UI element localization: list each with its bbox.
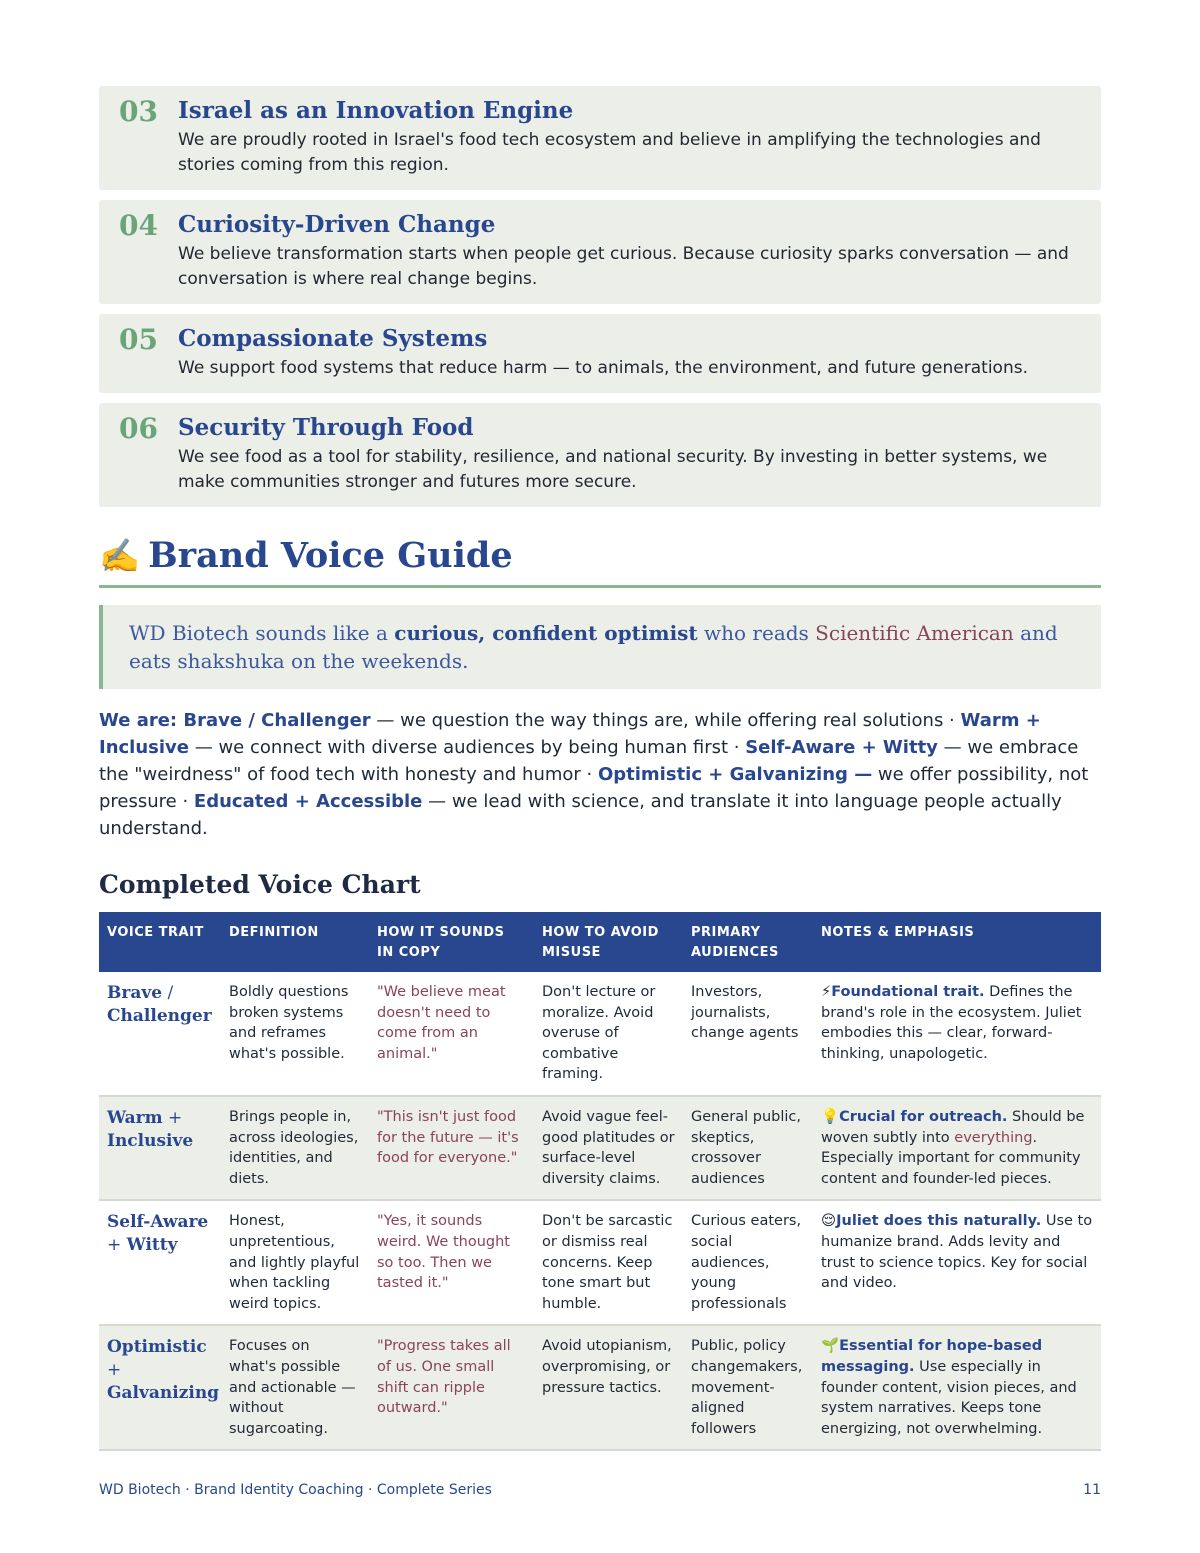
- voice-trait-cell: [99, 1200, 221, 1325]
- note-text: Defines the brand's role in the ecosystem. Juliet embodies this — clear, forward-thinking, unapologetic.: [821, 984, 1082, 1062]
- value-description: We support food systems that reduce harm — to animals, the environment, and future generations.: [178, 358, 1028, 378]
- trait-description: we offer possibility, not pressure ·: [99, 764, 1089, 812]
- footer-text: WD Biotech · Brand Identity Coaching · Complete Series: [99, 1482, 492, 1498]
- value-number: 04: [119, 209, 158, 242]
- column-header: VOICE TRAIT: [99, 912, 221, 972]
- audiences-cell: Curious eaters, social audiences, young professionals: [683, 1200, 813, 1325]
- note-text: . Especially important for community content and founder-led pieces.: [821, 1129, 1081, 1187]
- audiences-cell: Public, policy changemakers, movement-aligned followers: [683, 1325, 813, 1450]
- definition-cell: Focuses on what's possible and actionable — without sugarcoating.: [221, 1325, 369, 1450]
- voice-chart-table: [99, 912, 1101, 1451]
- trait-label: Educated + Accessible: [193, 791, 423, 812]
- value-number: 03: [119, 95, 158, 128]
- value-description: We are proudly rooted in Israel's food tech ecosystem and believe in amplifying the technologies and stories coming from this region.: [178, 130, 1041, 175]
- notes-cell: [813, 1325, 1101, 1450]
- lightning-icon: ⚡: [821, 984, 832, 1000]
- table-row: [99, 972, 1101, 1096]
- trait-name: Self-Aware: [107, 1212, 209, 1233]
- value-title: Security Through Food: [178, 414, 474, 441]
- trait-name: Brave: [107, 983, 163, 1003]
- column-header: HOW IT SOUNDS IN COPY: [369, 912, 534, 972]
- column-header: HOW TO AVOID MISUSE: [534, 912, 683, 972]
- note-lead: Essential for hope-based messaging.: [821, 1338, 1043, 1375]
- notes-cell: [813, 1096, 1101, 1200]
- quote-text: who reads: [697, 621, 816, 645]
- table-header-row: [99, 912, 1101, 972]
- table-row: [99, 1096, 1101, 1200]
- page-footer: [99, 1482, 1101, 1498]
- voice-chart-title: Completed Voice Chart: [99, 870, 421, 899]
- seedling-icon: 🌱: [821, 1338, 840, 1355]
- voice-trait-cell: [99, 972, 221, 1096]
- note-lead: Juliet does this naturally.: [836, 1213, 1042, 1230]
- sounds-cell: "We believe meat doesn't need to come from an animal.": [369, 972, 534, 1096]
- trait-name: Optimistic: [107, 1337, 207, 1358]
- trait-label: Warm + Inclusive: [99, 710, 1041, 758]
- trait-label: We are: Brave / Challenger: [99, 710, 371, 731]
- avoid-cell: Don't lecture or moralize. Avoid overuse of combative framing.: [534, 972, 683, 1096]
- section-title: Brand Voice Guide: [148, 535, 513, 576]
- trait-separator: +: [162, 1107, 183, 1128]
- trait-name: Witty: [126, 1235, 178, 1256]
- trait-label: Self-Aware + Witty: [745, 737, 938, 758]
- note-text: Use especially in founder content, vision pieces, and system narratives. Keeps tone energizing, not overwhelming.: [821, 1358, 1077, 1437]
- definition-cell: Brings people in, across ideologies, identities, and diets.: [221, 1096, 369, 1200]
- voice-traits-summary: [99, 707, 1101, 842]
- audiences-cell: General public, skeptics, crossover audiences: [683, 1096, 813, 1200]
- note-text: Should be woven subtly into: [821, 1108, 1085, 1146]
- note-lead: Crucial for outreach.: [839, 1108, 1008, 1125]
- table-row: [99, 1200, 1101, 1325]
- column-header: NOTES & EMPHASIS: [813, 912, 1101, 972]
- voice-trait-cell: [99, 1096, 221, 1200]
- value-card-03: [99, 86, 1101, 190]
- page-content: [99, 86, 1101, 1451]
- note-lead: Foundational trait.: [831, 984, 985, 1000]
- column-header: DEFINITION: [221, 912, 369, 972]
- avoid-cell: Avoid utopianism, overpromising, or pressure tactics.: [534, 1325, 683, 1450]
- value-title: Israel as an Innovation Engine: [178, 97, 574, 124]
- sounds-cell: "This isn't just food for the future — it's food for everyone.": [369, 1096, 534, 1200]
- trait-label: Optimistic + Galvanizing —: [597, 764, 873, 785]
- trait-name: Warm: [107, 1107, 163, 1128]
- brand-voice-quote: [99, 605, 1101, 689]
- notes-cell: [813, 972, 1101, 1096]
- page-number: 11: [1083, 1482, 1101, 1498]
- table-row: [99, 1325, 1101, 1450]
- trait-name: Galvanizing: [107, 1383, 220, 1404]
- sounds-cell: "Progress takes all of us. One small shift can ripple outward.": [369, 1325, 534, 1450]
- value-card-05: [99, 314, 1101, 393]
- trait-description: — we embrace the "weirdness" of food tech with honesty and humor ·: [99, 737, 1079, 785]
- trait-description: — we question the way things are, while offering real solutions ·: [370, 710, 961, 731]
- notes-cell: [813, 1200, 1101, 1325]
- trait-separator: +: [107, 1235, 127, 1256]
- value-card-04: [99, 200, 1101, 304]
- definition-cell: Honest, unpretentious, and lightly playful when tackling weird topics.: [221, 1200, 369, 1325]
- value-number: 06: [119, 412, 158, 445]
- avoid-cell: Don't be sarcastic or dismiss real concerns. Keep tone smart but humble.: [534, 1200, 683, 1325]
- section-heading: [99, 533, 1101, 588]
- trait-name: Inclusive: [107, 1130, 194, 1151]
- quote-accent: Scientific American: [815, 621, 1014, 645]
- value-title: Compassionate Systems: [178, 325, 488, 352]
- sounds-cell: "Yes, it sounds weird. We thought so too. Then we tasted it.": [369, 1200, 534, 1325]
- quote-bold: curious, confident optimist: [394, 621, 698, 645]
- quote-text: WD Biotech sounds like a: [129, 621, 395, 645]
- lightbulb-icon: 💡: [821, 1108, 840, 1125]
- value-card-06: [99, 403, 1101, 507]
- relieved-face-icon: 😌: [821, 1213, 837, 1230]
- trait-separator: +: [107, 1360, 122, 1381]
- value-title: Curiosity-Driven Change: [178, 211, 496, 238]
- value-description: We see food as a tool for stability, resilience, and national security. By investing in better systems, we make communities stronger and futures more secure.: [178, 447, 1048, 492]
- note-text: Use to humanize brand. Adds levity and trust to science topics. Key for social and video.: [821, 1213, 1093, 1292]
- trait-name: Challenger: [107, 1006, 212, 1026]
- trait-description: — we lead with science, and translate it into language people actually understand.: [99, 791, 1062, 839]
- value-number: 05: [119, 323, 158, 356]
- value-description: We believe transformation starts when people get curious. Because curiosity sparks conversation — and conversation is where real change begins.: [178, 244, 1069, 289]
- note-accent: everything: [954, 1129, 1033, 1146]
- trait-description: — we connect with diverse audiences by being human first ·: [189, 737, 746, 758]
- column-header: PRIMARY AUDIENCES: [683, 912, 813, 972]
- trait-separator: /: [162, 983, 174, 1003]
- writing-hand-icon: ✍️: [99, 536, 141, 575]
- audiences-cell: Investors, journalists, change agents: [683, 972, 813, 1096]
- definition-cell: Boldly questions broken systems and reframes what's possible.: [221, 972, 369, 1096]
- voice-trait-cell: [99, 1325, 221, 1450]
- quote-text: and eats shakshuka on the weekends.: [129, 621, 1058, 673]
- avoid-cell: Avoid vague feel-good platitudes or surface-level diversity claims.: [534, 1096, 683, 1200]
